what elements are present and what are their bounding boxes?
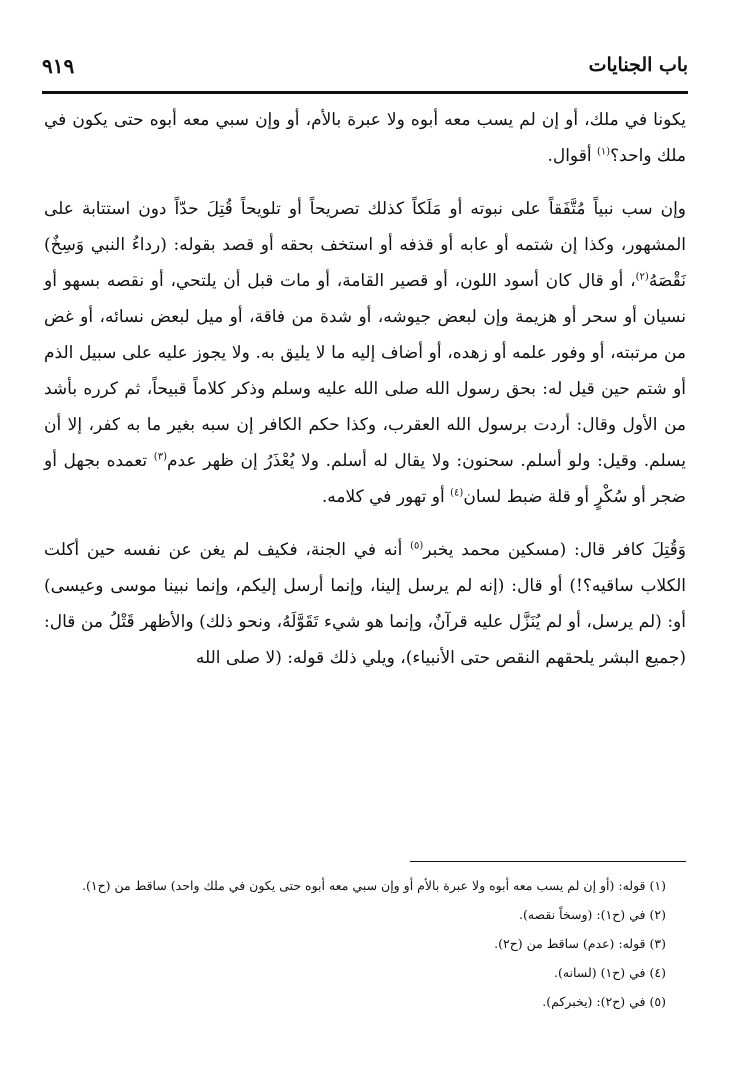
text-run: أو تهور في كلامه. — [321, 487, 451, 507]
main-text — [44, 102, 686, 676]
paragraph-1 — [44, 102, 686, 174]
footnote-marker: (٣) — [153, 451, 167, 463]
footnote-3: (٣) قوله: (عدم) ساقط من (ح٢). — [494, 936, 666, 951]
running-header — [42, 50, 688, 84]
footnote-marker: (١) — [596, 146, 611, 158]
text-run: أنه في الجنة، فكيف لم يغن عن نفسه حين أكلت الكلاب ساقيه؟!) أو قال: (إنه لم يرسل إلينا، وإنما أرسل إليكم، وإنما نبينا موسى وعيسى) أو: (لم يرسل، أو لم يُنَزَّل عليه قرآنٌ، وإنما هو شيء تَقَوَّلَهُ، ونحو ذلك) والأظهر قَتْلُ من قال: (جميع البشر يلحقهم النقص حتى الأنبياء)، ويلي ذلك قوله: (لا صلى الله — [44, 540, 686, 668]
chapter-title: باب الجنايات — [588, 54, 688, 76]
footnote-marker: (٤) — [450, 487, 464, 499]
footnote-marker: (٢) — [635, 271, 649, 283]
text-run: ، أو قال كان أسود اللون، أو قصير القامة، أو مات قبل أن يلتحي، أو نقصه بسهو أو نسيان أو سحر أو هزيمة وإن لبعض جيوشه، أو شدة من فاقة، أو ميل لبعض نسائه، أو غض من مرتبته، أو وفور علمه أو زهده، أو أضاف إليه ما لا يليق به. ولا يجوز عليه على سبيل الذم أو شتم حين قيل له: بحق رسول الله صلى الله عليه وسلم وذكر كلاماً قبيحاً، ثم كرره بأشد من الأول وقال: أردت برسول الله العقرب، وكذا حكم الكافر إن سبه بغير ما به كفر، إلا أن يسلم. وقيل: ولو أسلم. سحنون: ولا يقال له أسلم. ولا يُعْذَرُ إن ظهر عدم — [44, 271, 687, 471]
text-run: وَقُتِلَ كافر قال: (مسكين محمد يخبر — [423, 540, 686, 560]
footnote-1: (١) قوله: (أو إن لم يسب معه أبوه ولا عبرة بالأم أو وإن سبي معه أبوه حتى يكون في ملك واحد) ساقط من (ح١). — [82, 878, 666, 893]
footnotes — [44, 874, 666, 1019]
paragraph-3 — [44, 532, 686, 676]
paragraph-2 — [44, 191, 686, 515]
footnote-4: (٤) في (ح١) (لسانه). — [553, 965, 666, 980]
footnote-separator — [410, 861, 686, 862]
header-rule — [42, 91, 688, 94]
text-run: تعمده بجهل أو ضجر أو سُكْرٍ أو قلة ضبط لسان — [44, 451, 686, 507]
footnote-marker: (٥) — [410, 540, 424, 552]
page-number: ٩١٩ — [42, 54, 75, 78]
footnote-2: (٢) في (ح١): (وسخاً نقصه). — [519, 907, 666, 922]
text-run: أقوال. — [547, 146, 597, 166]
text-run: يكونا في ملك، أو إن لم يسب معه أبوه ولا عبرة بالأم، أو وإن سبي معه أبوه حتى يكون في ملك واحد؟ — [44, 110, 686, 166]
footnote-5: (٥) في (ح٢): (يخبركم). — [542, 994, 666, 1009]
text-run: وإن سب نبياً مُتَّفَقاً على نبوته أو مَلَكاً كذلك تصريحاً أو تلويحاً قُتِلَ حدّاً دون استتابة على المشهور، وكذا إن شتمه أو عابه أو قذفه أو استخف بحقه أو قصد بقوله: (رداءُ النبي وَسِخٌ) نَقْصَهُ — [44, 199, 686, 291]
